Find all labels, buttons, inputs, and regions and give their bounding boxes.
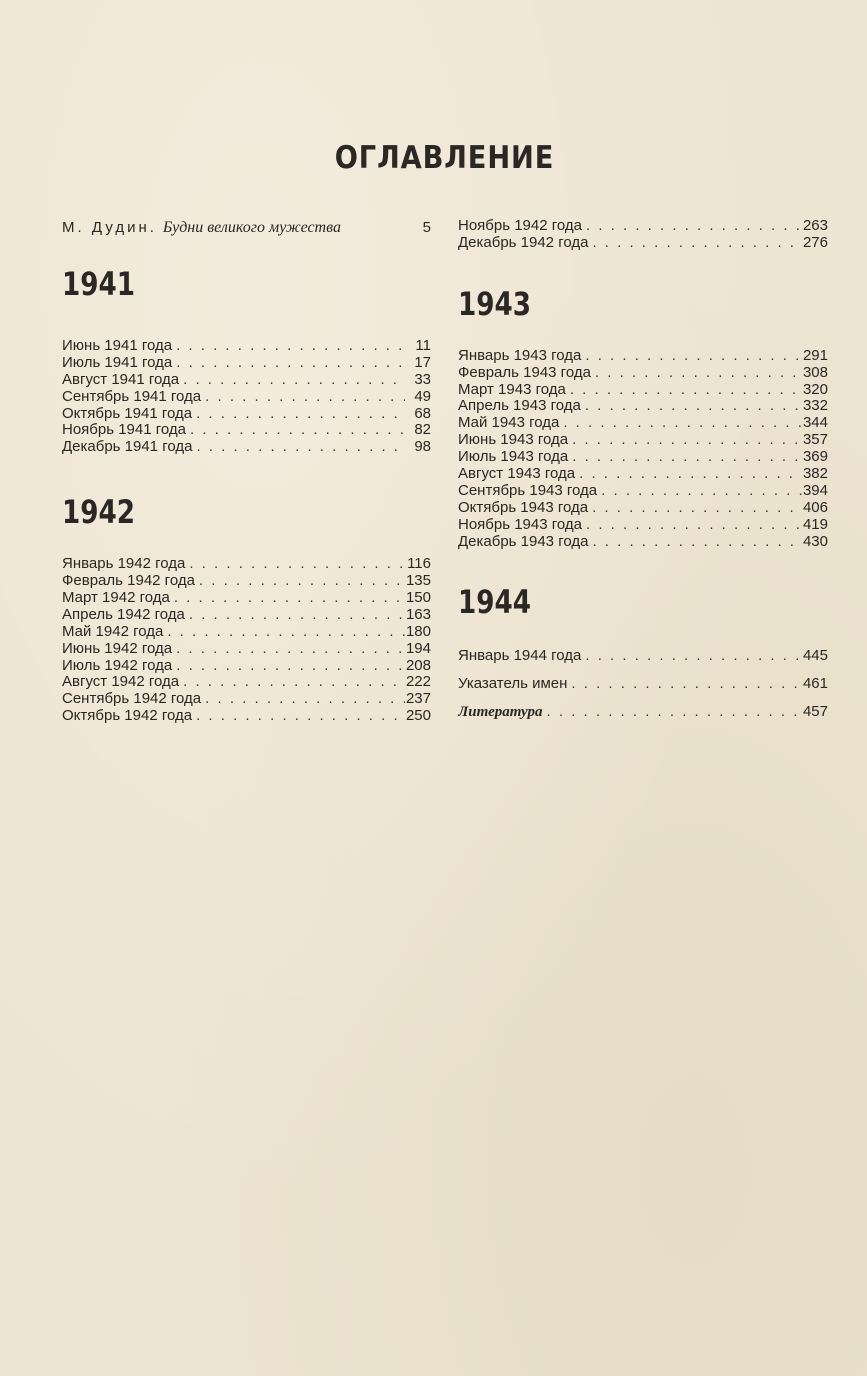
toc-page-number: 406 [802, 499, 828, 516]
toc-page-number: 445 [802, 647, 828, 665]
toc-entry-label: Июль 1941 года [62, 354, 173, 371]
toc-entry[interactable] [458, 218, 828, 235]
toc-page-number: 180 [405, 623, 431, 640]
toc-page-number: 332 [802, 398, 828, 415]
toc-column-right [458, 218, 828, 726]
toc-page-number: 344 [802, 415, 828, 432]
toc-page-number: 263 [802, 218, 828, 234]
toc-entry[interactable] [458, 235, 828, 252]
toc-page-number: 135 [405, 573, 431, 590]
toc-page-number: 17 [414, 354, 431, 371]
toc-page-number: 276 [802, 234, 828, 251]
toc-entry-label: Март 1942 года [62, 590, 170, 607]
toc-entry[interactable] [62, 355, 431, 372]
toc-page-number: 457 [802, 703, 828, 721]
literature-label: Литература [458, 704, 543, 721]
toc-entry[interactable] [62, 641, 431, 658]
toc-page-number: 194 [405, 640, 431, 657]
toc-entry-label: Июль 1943 года [458, 449, 569, 466]
toc-entry-label: Сентябрь 1941 года [62, 388, 202, 405]
toc-entry-label: Сентябрь 1942 года [62, 691, 202, 708]
toc-entry[interactable] [458, 398, 828, 415]
year-heading-1944: 1944 [458, 583, 532, 622]
toc-entry[interactable] [62, 624, 431, 641]
toc-page-number: 49 [414, 388, 431, 405]
toc-page-number: 320 [802, 381, 828, 398]
year-heading-1941: 1941 [62, 265, 136, 303]
toc-page-number: 98 [414, 439, 431, 456]
toc-entry[interactable] [62, 658, 431, 675]
toc-entry-label: Декабрь 1941 года [62, 439, 193, 456]
toc-page-number: 33 [414, 371, 431, 388]
year-heading-1943: 1943 [458, 284, 532, 323]
toc-entry-label: Апрель 1942 года [62, 606, 185, 623]
toc-entry[interactable] [458, 382, 828, 399]
toc-list-1941 [62, 338, 431, 456]
toc-list-1944 [458, 642, 828, 726]
toc-entry-label: Апрель 1943 года [458, 398, 581, 415]
toc-entry[interactable] [458, 432, 828, 449]
toc-page-number: 357 [802, 432, 828, 449]
toc-entry-label: Ноябрь 1941 года [62, 422, 186, 439]
toc-entry-label: Июнь 1941 года [62, 338, 173, 354]
toc-page-number: 222 [405, 674, 431, 691]
toc-entry-label: Январь 1944 года [458, 647, 582, 665]
toc-entry-index[interactable] [458, 670, 828, 698]
toc-page-number: 369 [802, 449, 828, 466]
toc-entry-label: Февраль 1943 года [458, 364, 591, 381]
intro-author: М. Дудин. [62, 219, 157, 236]
toc-entry[interactable] [458, 517, 828, 534]
toc-entry[interactable] [458, 348, 828, 365]
toc-entry-label: Май 1942 года [62, 623, 164, 640]
toc-entry[interactable] [62, 439, 431, 456]
toc-entry[interactable] [62, 607, 431, 624]
toc-entry-label: Май 1943 года [458, 415, 560, 432]
toc-entry[interactable] [458, 415, 828, 432]
toc-entry-label: Март 1943 года [458, 381, 566, 398]
toc-entry-label: Октябрь 1943 года [458, 499, 589, 516]
toc-entry[interactable] [458, 449, 828, 466]
toc-list-1942-right [458, 218, 828, 252]
intro-page-number: 5 [422, 219, 431, 236]
year-heading-1942: 1942 [62, 493, 136, 532]
toc-list-1943 [458, 348, 828, 551]
toc-entry[interactable] [62, 556, 431, 573]
toc-entry[interactable] [62, 708, 431, 725]
toc-page-number: 208 [405, 657, 431, 674]
toc-entry-label: Октябрь 1941 года [62, 405, 193, 422]
toc-page-number: 394 [802, 482, 828, 499]
toc-page-number: 237 [405, 691, 431, 708]
toc-entry-label: Февраль 1942 года [62, 573, 195, 590]
toc-entry[interactable] [62, 573, 431, 590]
toc-entry-label: Июнь 1943 года [458, 432, 569, 449]
toc-entry[interactable] [458, 500, 828, 517]
toc-column-left [62, 218, 431, 725]
toc-entry-label: Июль 1942 года [62, 657, 173, 674]
toc-entry-label: Август 1942 года [62, 674, 180, 691]
toc-entry[interactable] [62, 372, 431, 389]
toc-page-number: 308 [802, 364, 828, 381]
toc-page-number: 116 [407, 556, 431, 573]
toc-entry-label: Июнь 1942 года [62, 640, 173, 657]
toc-entry[interactable] [458, 466, 828, 483]
toc-list-1942-left [62, 556, 431, 725]
toc-entry-label: Январь 1943 года [458, 347, 582, 364]
toc-entry-intro[interactable] [62, 218, 431, 238]
toc-entry-label: Ноябрь 1943 года [458, 516, 582, 533]
toc-page-number: 163 [405, 606, 431, 623]
toc-entry-label: Октябрь 1942 года [62, 708, 193, 725]
toc-entry-label: Сентябрь 1943 года [458, 482, 598, 499]
toc-page-number: 291 [802, 347, 828, 364]
toc-entry[interactable] [458, 365, 828, 382]
toc-entry[interactable] [62, 590, 431, 607]
toc-entry-label: Август 1941 года [62, 371, 180, 388]
toc-page-number: 461 [802, 675, 828, 693]
toc-entry-label: Декабрь 1943 года [458, 533, 589, 550]
toc-page-number: 82 [414, 422, 431, 439]
index-label: Указатель имен [458, 675, 568, 693]
toc-page-number: 11 [415, 338, 431, 354]
toc-entry[interactable] [62, 674, 431, 691]
toc-page-number: 419 [802, 516, 828, 533]
toc-entry[interactable] [62, 422, 431, 439]
toc-page-number: 430 [802, 533, 828, 550]
toc-entry-label: Январь 1942 года [62, 556, 186, 573]
toc-entry[interactable] [62, 406, 431, 423]
toc-page-number: 68 [414, 405, 431, 422]
toc-entry[interactable] [458, 534, 828, 551]
toc-page-number: 382 [802, 466, 828, 483]
toc-entry-label: Ноябрь 1942 года [458, 218, 582, 234]
toc-page-number: 150 [405, 590, 431, 607]
toc-entry[interactable] [62, 338, 431, 355]
toc-entry[interactable] [458, 483, 828, 500]
toc-entry-label: Август 1943 года [458, 466, 576, 483]
toc-page-number: 250 [405, 708, 431, 725]
page-title: ОГЛАВЛЕНИЕ [334, 140, 555, 176]
toc-entry[interactable] [458, 642, 828, 670]
toc-entry[interactable] [62, 389, 431, 406]
toc-entry[interactable] [62, 691, 431, 708]
toc-entry-label: Декабрь 1942 года [458, 234, 589, 251]
toc-entry-literature[interactable] [458, 698, 828, 726]
intro-work-title: Будни великого мужества [162, 219, 341, 236]
